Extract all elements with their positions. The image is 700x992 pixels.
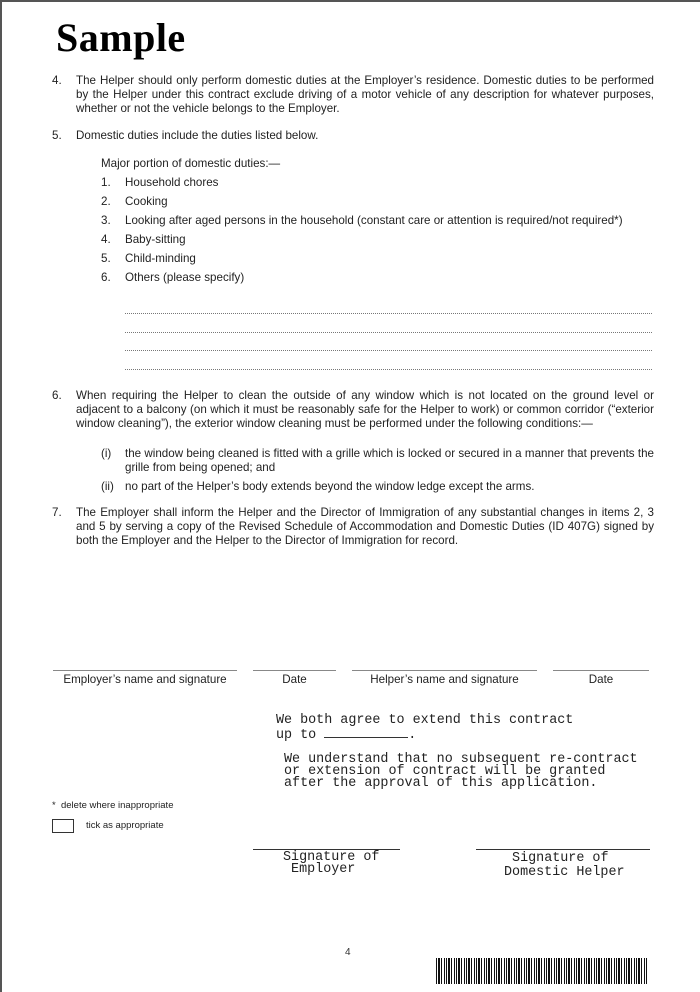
clause-text: When requiring the Helper to clean the outside of any window which is not located on the ground level or adjacent to a balcony (on which it must be reasonably safe for the Helper to work) or common corridor (“exterior window cleaning”), the exterior window cleaning must be performed under the following conditions:— [76, 389, 654, 430]
condition-number: (ii) [101, 480, 114, 493]
clause-number: 6. [52, 389, 62, 402]
agree-extension-text [276, 715, 573, 742]
others-specify-line[interactable] [125, 350, 652, 351]
duty-number: 5. [101, 252, 111, 265]
page-number: 4 [345, 947, 351, 958]
clause-text: The Employer shall inform the Helper and the Director of Immigration of any substantial changes in items 2, 3 and 5 by serving a copy of the Revised Schedule of Accommodation and Domestic Duties (ID 407G) signed by both the Employer and the Helper to the Director of Immigration for record. [76, 506, 654, 547]
clause-7 [52, 506, 654, 548]
duty-number: 1. [101, 176, 111, 189]
condition-text: the window being cleaned is fitted with a grille which is locked or secured in a manner that prevents the grille from being opened; and [125, 447, 654, 474]
employer-signature-label: Employer’s name and signature [63, 673, 227, 686]
duty-item [101, 214, 654, 228]
employer-sig-line-2: Employer [291, 862, 356, 877]
helper-extension-signature-line[interactable] [476, 849, 650, 850]
helper-signature-line[interactable] [352, 670, 537, 671]
duty-item [101, 176, 654, 190]
duty-text: Others (please specify) [125, 271, 245, 284]
delete-note-text: delete where inappropriate [60, 800, 174, 811]
agree-line-2-prefix: up to [276, 728, 325, 743]
duty-item [101, 252, 654, 266]
duty-number: 4. [101, 233, 111, 246]
tick-note-text: tick as appropriate [86, 820, 164, 831]
helper-date-label: Date [588, 673, 614, 686]
duty-text: Baby-sitting [125, 233, 186, 246]
condition-item [101, 447, 654, 475]
duty-text: Cooking [125, 195, 168, 208]
agree-line-2-suffix: . [408, 728, 417, 743]
duty-number: 3. [101, 214, 111, 227]
duty-number: 6. [101, 271, 111, 284]
employer-date-label: Date [282, 673, 307, 686]
tick-box-icon [52, 819, 74, 833]
clause-number: 4. [52, 74, 62, 87]
clause-number: 5. [52, 129, 62, 142]
clause-6 [52, 389, 654, 431]
understand-line-1: We understand that no subsequent re-contract [284, 752, 638, 767]
duties-heading: Major portion of domestic duties:— [101, 157, 281, 170]
others-specify-line[interactable] [125, 313, 652, 314]
extension-date-blank[interactable] [324, 727, 408, 738]
duty-item [101, 271, 654, 285]
employer-sig-line-1: Signature of [283, 850, 380, 865]
conditions-list [101, 447, 654, 499]
condition-item [101, 480, 654, 494]
understand-line-2: or extension of contract will be granted [284, 764, 606, 779]
duty-item [101, 233, 654, 247]
agree-line-1: We both agree to extend this contract [276, 713, 574, 728]
asterisk-symbol: * [52, 800, 56, 811]
barcode-icon [436, 958, 647, 984]
clause-5 [52, 129, 654, 143]
employer-signature-line[interactable] [53, 670, 237, 671]
others-specify-line[interactable] [125, 332, 652, 333]
clause-text: Domestic duties include the duties listed below. [76, 129, 319, 142]
duties-list [101, 176, 654, 290]
helper-sig-line-2: Domestic Helper [504, 865, 625, 880]
helper-extension-signature-label [504, 852, 625, 880]
condition-number: (i) [101, 447, 112, 460]
helper-date-line[interactable] [553, 670, 649, 671]
duty-text: Looking after aged persons in the household (constant care or attention is required/not required*) [125, 214, 623, 227]
duty-text: Household chores [125, 176, 219, 189]
helper-sig-line-1: Signature of [512, 851, 609, 866]
clause-4 [52, 74, 654, 116]
helper-signature-label: Helper’s name and signature [370, 673, 519, 686]
duty-item [101, 195, 654, 209]
duty-text: Child-minding [125, 252, 196, 265]
employer-date-line[interactable] [253, 670, 336, 671]
duty-number: 2. [101, 195, 111, 208]
clause-text: The Helper should only perform domestic duties at the Employer’s residence. Domestic duties to be performed by the Helper under this contract exclude driving of a motor vehicle of any description for whatever purposes, whether or not the vehicle belongs to the Employer. [76, 74, 654, 115]
understand-text [284, 754, 638, 790]
understand-line-3: after the approval of this application. [284, 776, 598, 791]
condition-text: no part of the Helper’s body extends beyond the window ledge except the arms. [125, 480, 535, 493]
others-specify-line[interactable] [125, 369, 652, 370]
clause-number: 7. [52, 506, 62, 519]
page-title: Sample [56, 15, 186, 60]
employer-extension-signature-label [283, 852, 379, 876]
asterisk-note [52, 800, 173, 811]
